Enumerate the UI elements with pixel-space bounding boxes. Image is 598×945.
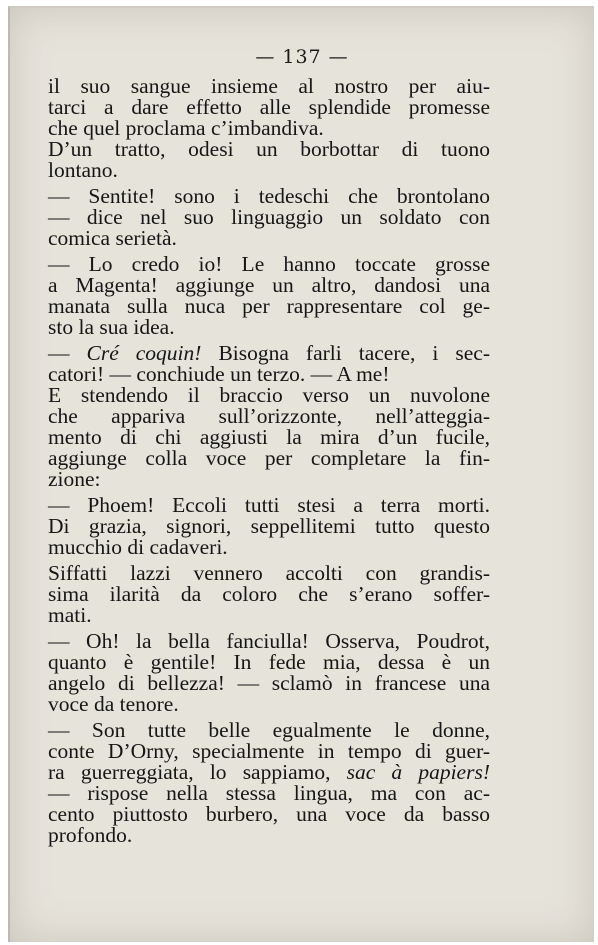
text-line: E stendendo il braccio verso un nuvolone: [48, 383, 490, 407]
text-line: manata sulla nuca per rappresentare col ge-: [48, 294, 490, 318]
text-line: — Sentite! sono i tedeschi che brontolano: [48, 184, 490, 208]
text-line: — Cré coquin! Bisogna farli tacere, i sec-: [48, 341, 491, 365]
text-line: a Magenta! aggiunge un altro, dandosi una: [48, 273, 490, 297]
text-line: mucchio di cadaveri.: [48, 535, 228, 559]
text-line: quanto è gentile! In fede mia, dessa è un: [48, 650, 490, 674]
body-text: [48, 76, 490, 846]
text-line: profondo.: [48, 823, 133, 847]
text-line: che quel proclama c’imbandiva.: [48, 116, 324, 140]
text-line: — Oh! la bella fanciulla! Osserva, Poudrot,: [48, 629, 490, 653]
text-line: mento di chi aggiusti la mira d’un fucile,: [48, 425, 490, 449]
text-line: che appariva sull’orizzonte, nell’atteggia-: [48, 404, 490, 428]
book-page: [8, 6, 594, 942]
text-line: aggiunge colla voce per completare la fin-: [48, 446, 490, 470]
text-line: — rispose nella stessa lingua, ma con ac-: [48, 781, 490, 805]
text-line: sima ilarità da coloro che s’erano soffer-: [48, 582, 490, 606]
text-line: lontano.: [48, 158, 118, 182]
text-line: Di grazia, signori, seppellitemi tutto questo: [48, 514, 490, 538]
text-line: comica serietà.: [48, 226, 177, 250]
text-line: il suo sangue insieme al nostro per aiu-: [48, 74, 490, 98]
text-line: ra guerreggiata, lo sappiamo, sac à papiers!: [48, 760, 490, 784]
text-line: cento piuttosto burbero, una voce da basso: [48, 802, 490, 826]
text-line: catori! — conchiude un terzo. — A me!: [48, 362, 390, 386]
text-line: — dice nel suo linguaggio un soldato con: [48, 205, 490, 229]
page-number: — 137 —: [255, 46, 349, 68]
text-line: zione:: [48, 467, 101, 491]
text-line: D’un tratto, odesi un borbottar di tuono: [48, 137, 490, 161]
text-line: mati.: [48, 603, 92, 627]
text-line: voce da tenore.: [48, 692, 179, 716]
text-line: — Son tutte belle egualmente le donne,: [48, 718, 490, 742]
text-line: sto la sua idea.: [48, 315, 175, 339]
text-line: tarci a dare effetto alle splendide promesse: [48, 95, 490, 119]
text-line: — Phoem! Eccoli tutti stesi a terra morti.: [48, 493, 490, 517]
text-line: angelo di bellezza! — sclamò in francese una: [48, 671, 490, 695]
text-line: Siffatti lazzi vennero accolti con grandis-: [48, 561, 490, 585]
text-line: conte D’Orny, specialmente in tempo di guer-: [48, 739, 490, 763]
text-line: — Lo credo io! Le hanno toccate grosse: [48, 252, 490, 276]
